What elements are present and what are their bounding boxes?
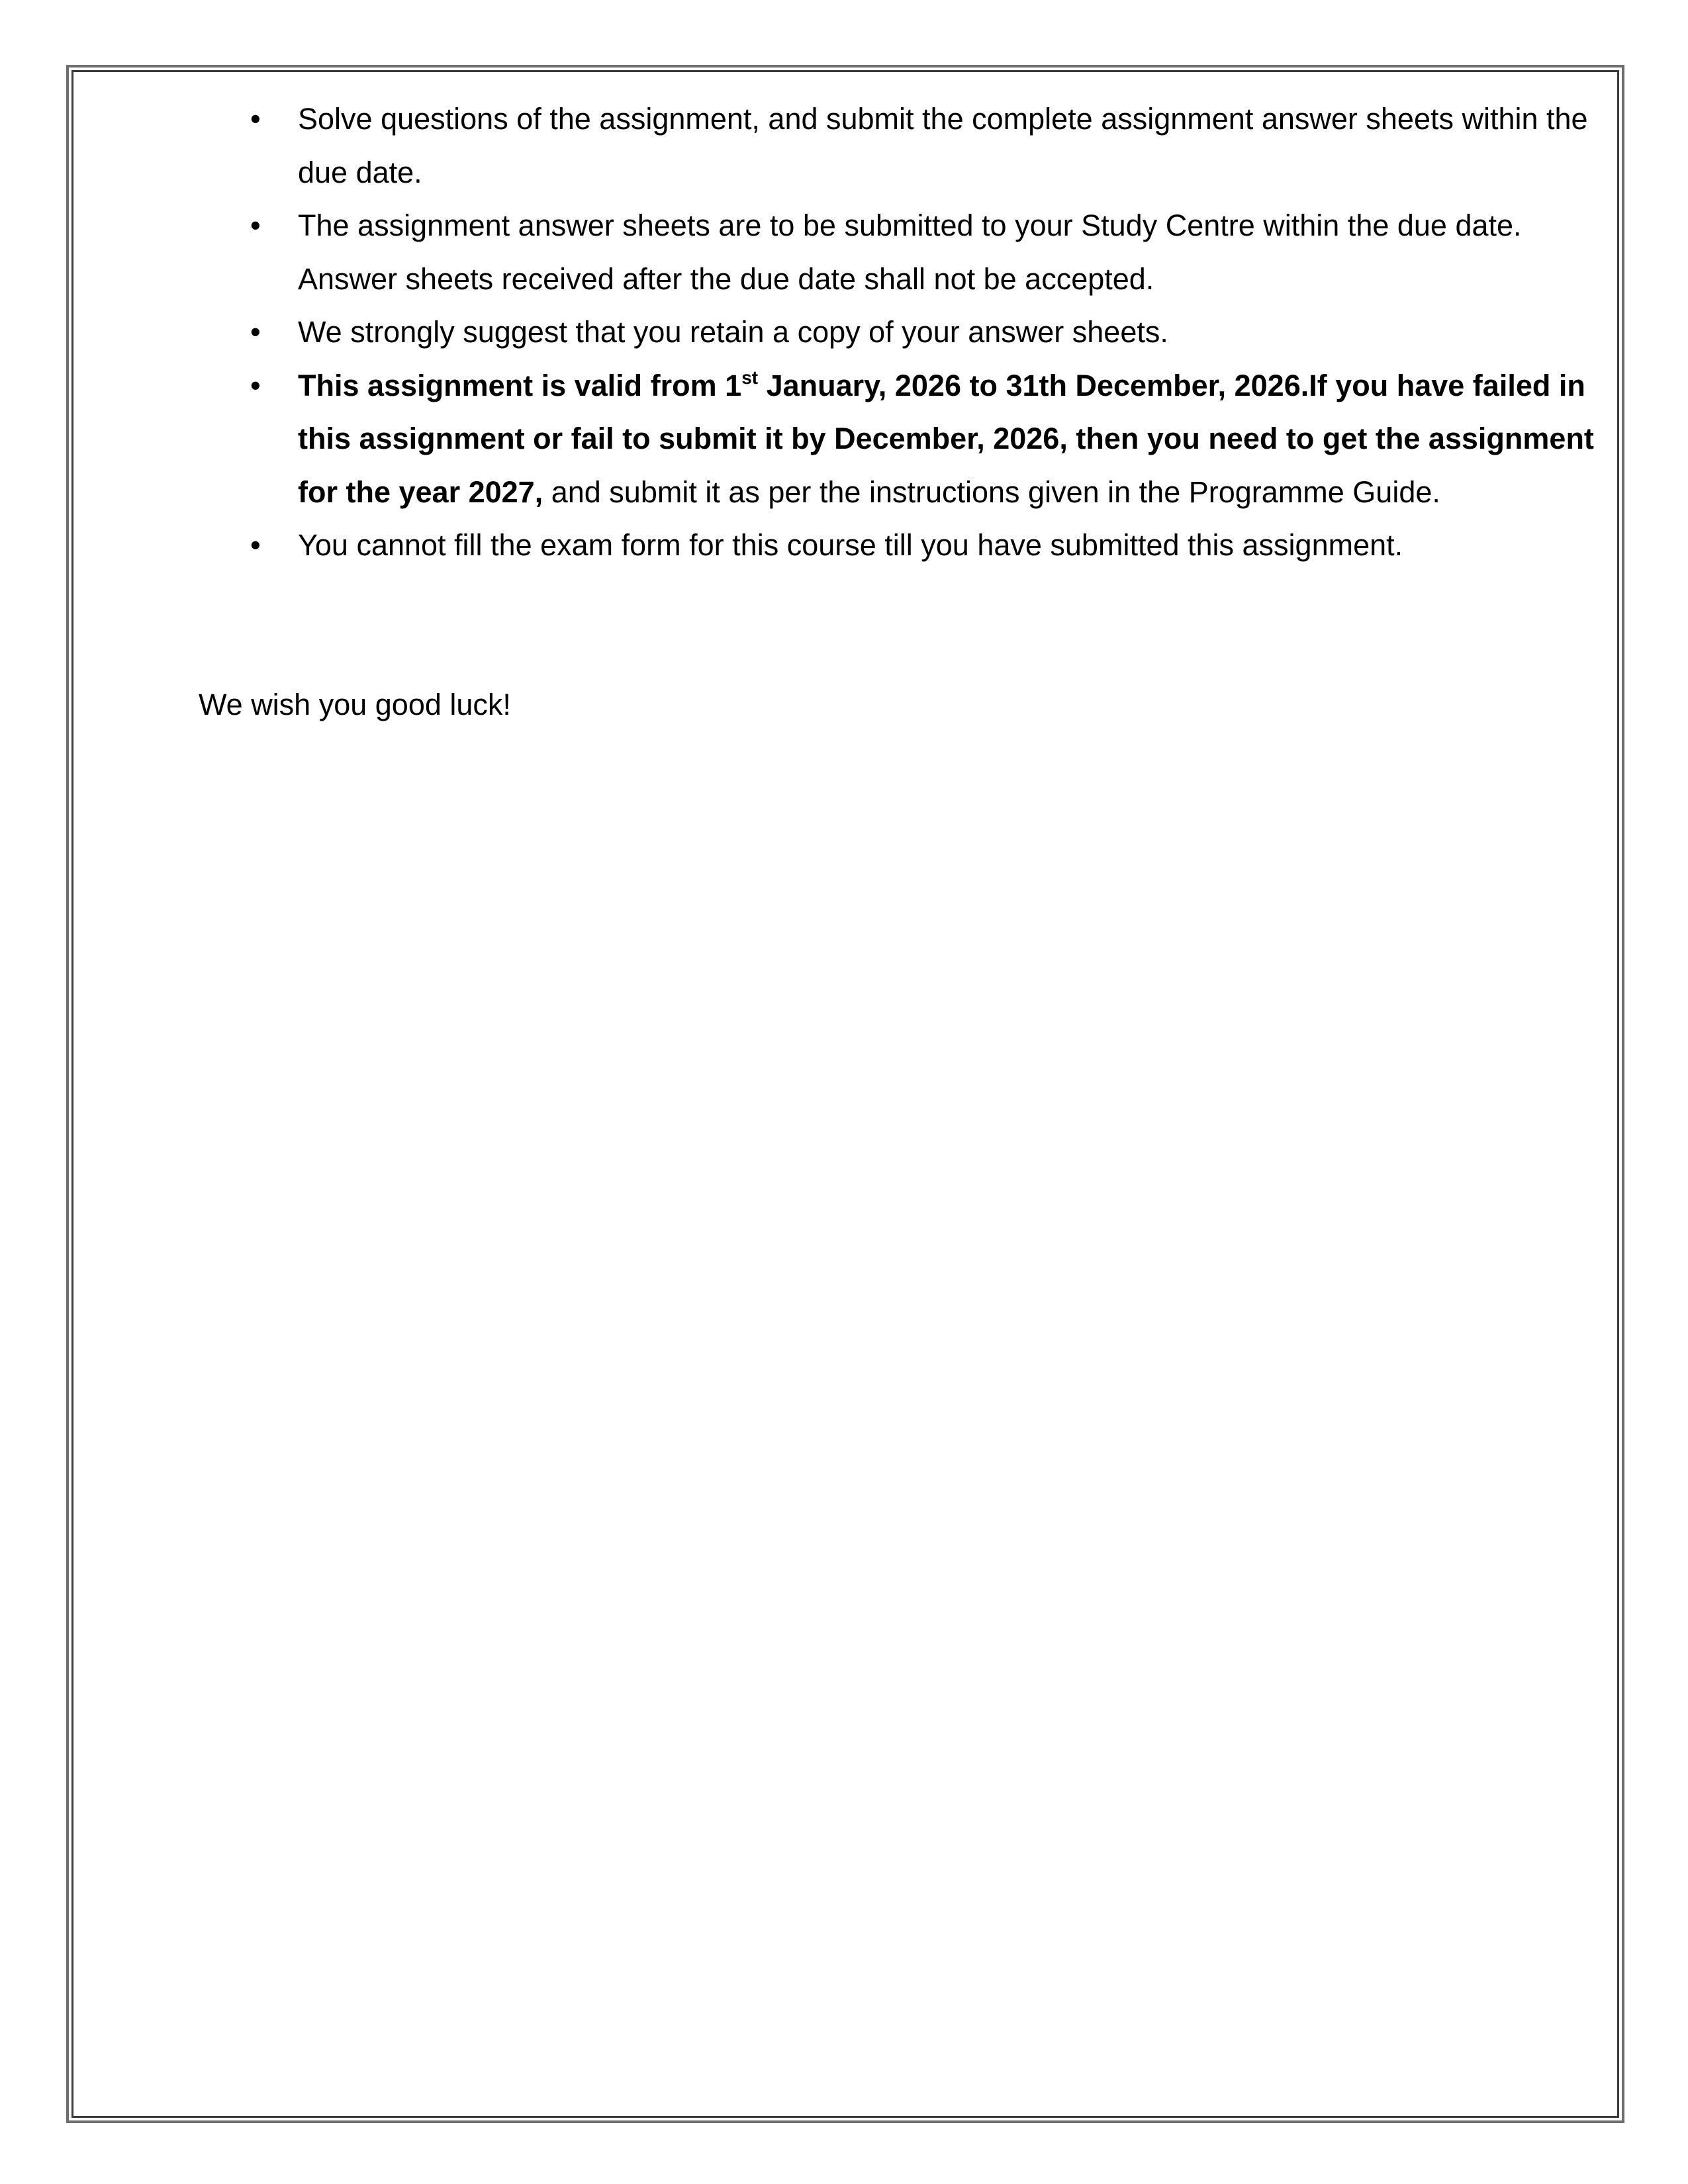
bullet-icon: • [250, 208, 261, 242]
validity-text-bold-continued: January, 2026 to 31th December, 2026.If you have failed in this assignment or fail to submit it by December, 2026, then you need to get the assignment for the year 2027, [298, 368, 1594, 509]
bullet-icon: • [250, 528, 261, 562]
instruction-item [199, 199, 1609, 306]
instruction-item [199, 93, 1609, 199]
instruction-item [199, 519, 1609, 572]
instructions-list [199, 93, 1609, 572]
ordinal-superscript: st [741, 367, 759, 388]
instruction-text: You cannot fill the exam form for this course till you have submitted this assignment. [298, 528, 1403, 562]
bullet-icon: • [250, 315, 261, 349]
instruction-text: Solve questions of the assignment, and submit the complete assignment answer sheets within the due date. [298, 102, 1588, 189]
closing-message: We wish you good luck! [199, 688, 511, 721]
bullet-icon: • [250, 368, 261, 402]
instruction-item-validity [199, 359, 1609, 520]
instruction-text: The assignment answer sheets are to be submitted to your Study Centre within the due date. Answer sheets received after the due date shall not be accepted. [298, 208, 1522, 296]
document-content [199, 93, 1609, 572]
bullet-icon: • [250, 102, 261, 136]
validity-text-bold: This assignment is valid from 1 [298, 368, 742, 402]
validity-text-normal: and submit it as per the instructions given in the Programme Guide. [543, 475, 1440, 509]
instruction-item [199, 306, 1609, 359]
instruction-text: We strongly suggest that you retain a copy of your answer sheets. [298, 315, 1168, 349]
